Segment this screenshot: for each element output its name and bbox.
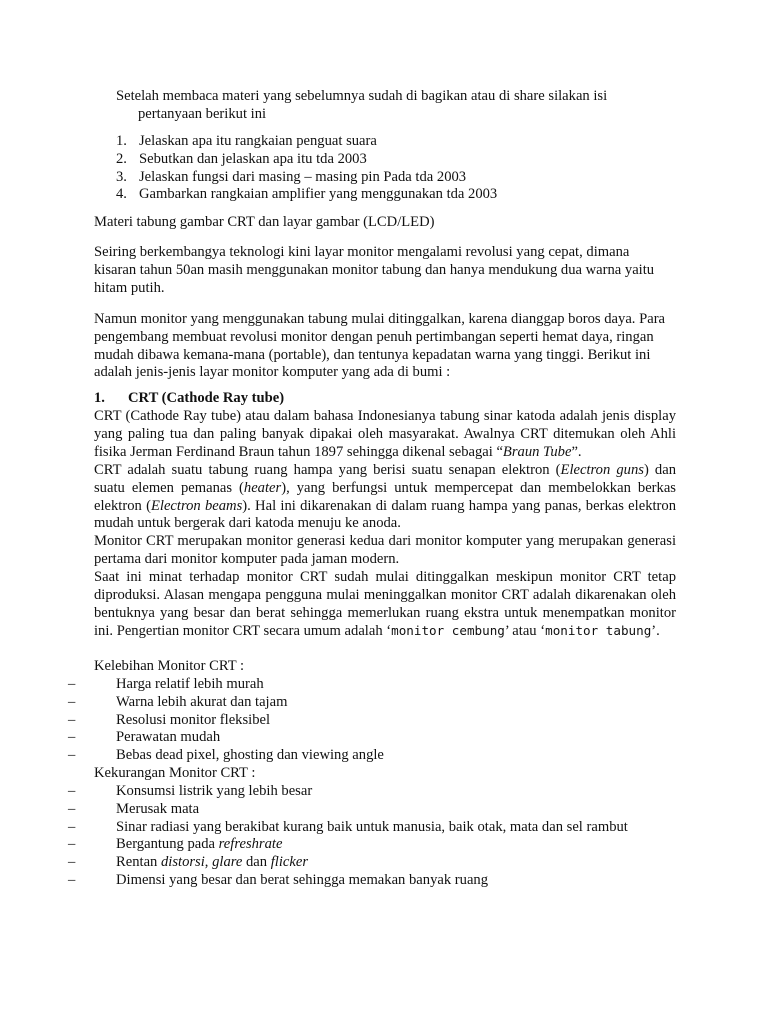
question-item: 1. Jelaskan apa itu rangkaian penguat suara: [116, 133, 377, 149]
question-item: 4. Gambarkan rangkaian amplifier yang menggunakan tda 2003: [116, 186, 498, 203]
kelebihan-list: [68, 676, 384, 765]
materi-title: Materi tabung gambar CRT dan layar gambar (LCD/LED): [94, 214, 435, 230]
intro-paragraph: [116, 88, 676, 124]
paragraph-intro-monitor: Seiring berkembangya teknologi kini layar monitor mengalami revolusi yang cepat, dimana kisaran tahun 50an masih menggunakan monitor tabung dan hanya mendukung dua warna yaitu hitam putih.: [94, 244, 655, 296]
list-item: – Harga relatif lebih murah: [68, 676, 264, 692]
question-item: 2. Sebutkan dan jelaskan apa itu tda 2003: [116, 150, 367, 167]
list-item: – Konsumsi listrik yang lebih besar: [68, 783, 313, 799]
intro-line-1: Setelah membaca materi yang sebelumnya sudah di bagikan atau di share silakan isi: [116, 88, 608, 104]
list-item: – Sinar radiasi yang berakibat kurang baik untuk manusia, baik otak, mata dan sel rambut: [68, 818, 628, 835]
crt-paragraph-tube: CRT adalah suatu tabung ruang hampa yang berisi suatu senapan elektron (Electron guns) dan suatu elemen pemanas (heater), yang berfungsi untuk mempercepat dan membelokkan berkas elektron (Electron beams). Hal ini dikarenakan di dalam ruang hampa yang panas, berkas elektron mudah untuk bergerak dari katoda menuju ke anoda.: [94, 462, 676, 532]
list-item: – Dimensi yang besar dan berat sehingga memakan banyak ruang: [68, 871, 489, 888]
section-heading-crt: 1. CRT (Cathode Ray tube): [94, 390, 285, 406]
intro-line-2: pertanyaan berikut ini: [138, 105, 267, 122]
list-item: – Merusak mata: [68, 800, 200, 817]
list-item: – Rentan distorsi, glare dan flicker: [68, 854, 309, 871]
crt-paragraph-generation: Monitor CRT merupakan monitor generasi kedua dari monitor komputer yang merupakan generasi pertama dari monitor komputer pada jaman modern.: [94, 533, 676, 567]
paragraph-monitor-types: Namun monitor yang menggunakan tabung mulai ditinggalkan, karena dianggap boros daya. Para pengembang membuat revolusi monitor dengan penuh pertimbangan seperti hemat daya, ringan mudah dibawa kemana-mana (portable), dan tentunya kepadatan warna yang tinggi. Berikut ini adalah jenis-jenis layar monitor komputer yang ada di bumi :: [94, 311, 666, 381]
list-item: – Perawatan mudah: [68, 729, 221, 746]
list-item: – Bebas dead pixel, ghosting dan viewing angle: [68, 747, 384, 764]
kelebihan-title: Kelebihan Monitor CRT :: [94, 658, 245, 674]
list-item: – Warna lebih akurat dan tajam: [68, 693, 288, 710]
kekurangan-title: Kekurangan Monitor CRT :: [94, 765, 256, 781]
question-list: [116, 133, 497, 204]
list-item: – Bergantung pada refreshrate: [68, 836, 283, 853]
list-item: – Resolusi monitor fleksibel: [68, 711, 271, 728]
question-item: 3. Jelaskan fungsi dari masing – masing pin Pada tda 2003: [116, 168, 467, 185]
kekurangan-list: [68, 783, 628, 890]
crt-paragraph-decline: Saat ini minat terhadap monitor CRT sudah mulai ditinggalkan meskipun monitor CRT tetap diproduksi. Alasan mengapa pengguna mulai meninggalkan monitor CRT adalah dikarenakan oleh bentuknya yang besar dan berat sehingga memerlukan ruang ekstra untuk menempatkan monitor ini. Pengertian monitor CRT secara umum adalah ‘monitor cembung’ atau ‘monitor tabung’.: [94, 569, 676, 640]
crt-paragraph-definition: CRT (Cathode Ray tube) atau dalam bahasa Indonesianya tabung sinar katoda adalah jenis display yang paling tua dan paling banyak dipakai oleh masyarakat. Awalnya CRT ditemukan oleh Ahli fisika Jerman Ferdinand Braun tahun 1897 sehingga dikenal sebagai “Braun Tube”.: [94, 408, 676, 460]
